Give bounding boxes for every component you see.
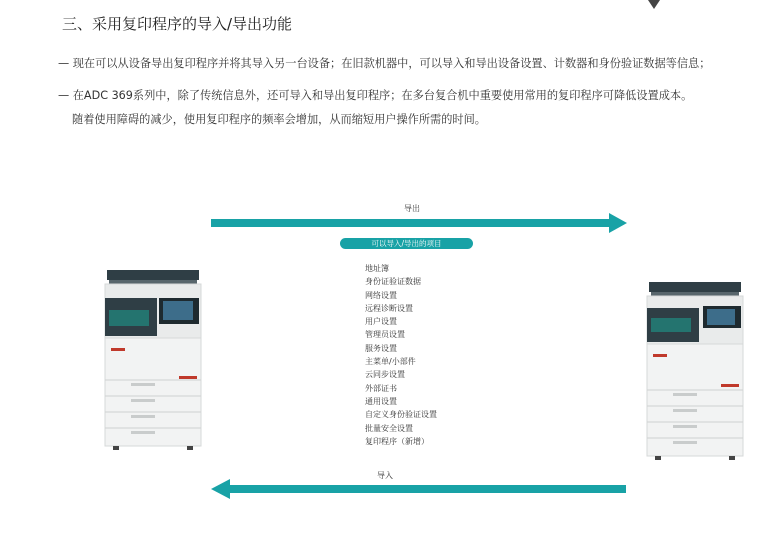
paragraph-1: — 现在可以从设备导出复印程序并将其导入另一台设备；在旧款机器中，可以导入和导出设备设置、计数器和身份验证数据等信息； [58, 57, 711, 70]
target-printer-image [645, 280, 745, 465]
list-item: 远程诊断设置 [365, 303, 413, 313]
list-item: 网络设置 [365, 290, 397, 300]
list-item: 用户设置 [365, 317, 397, 327]
section-title: 三、采用复印程序的导入/导出功能 [62, 15, 293, 33]
list-item: 云同步设置 [365, 370, 405, 380]
import-arrow [230, 485, 626, 493]
list-item: 地址簿 [365, 264, 389, 273]
items-list [365, 262, 437, 448]
paragraph-3: 随着使用障碍的减少，使用复印程序的频率会增加，从而缩短用户操作所需的时间。 [72, 113, 486, 126]
list-item: 服务设置 [365, 343, 397, 353]
list-item: 复印程序（新增） [365, 436, 429, 446]
corner-mark [648, 0, 660, 9]
source-printer-image [103, 268, 203, 453]
list-item: 外部证书 [365, 383, 397, 393]
list-item: 通用设置 [365, 396, 397, 406]
items-header: 可以导入/导出的项目 [340, 238, 473, 249]
export-arrow [211, 219, 609, 227]
export-label: 导出 [404, 204, 420, 213]
list-item: 自定义身份验证设置 [365, 410, 437, 420]
list-item: 主菜单/小部件 [365, 357, 416, 367]
import-label: 导入 [377, 471, 393, 480]
paragraph-2: — 在ADC 369系列中，除了传统信息外，还可导入和导出复印程序；在多台复合机中重要使用常用的复印程序可降低设置成本。 [58, 89, 693, 102]
list-item: 管理员设置 [365, 330, 405, 340]
list-item: 批量安全设置 [365, 423, 413, 433]
list-item: 身份证验证数据 [365, 277, 421, 287]
